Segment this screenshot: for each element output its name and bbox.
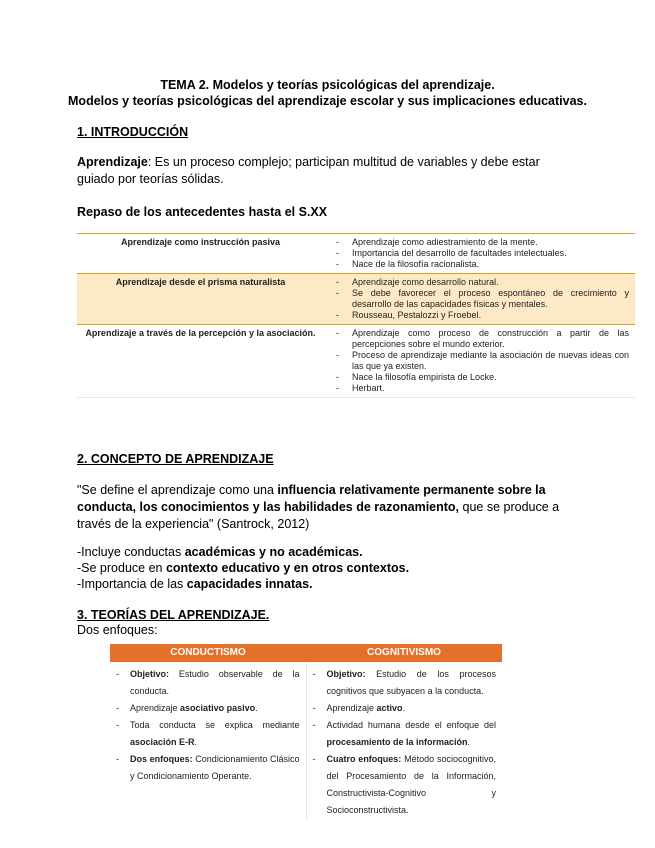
item-text: Estudio de los procesos cognitivos que subyacen a la conducta. [326, 669, 496, 696]
conductismo-item [116, 666, 300, 700]
bullet-2-text: -Se produce en [77, 561, 166, 575]
definition-quote [77, 482, 582, 533]
item-bold: activo [376, 703, 403, 713]
cognitivismo-header: COGNITIVISMO [367, 647, 441, 658]
section3-heading: 3. TEORÍAS DEL APRENDIZAJE. [77, 608, 270, 622]
item-bold: Dos enfoques: [130, 754, 193, 764]
item-bold: asociación E-R [130, 737, 195, 747]
enfoques-header [110, 644, 502, 662]
antecedentes-label: Aprendizaje a través de la percepción y la asociación. [85, 328, 316, 338]
item-text: Método sociocognitivo, del Procesamiento de la Información, Constructivista-Cognitivo y Socioconstructivista. [326, 754, 496, 815]
item-text: Condicionamiento Clásico y Condicionamiento Operante. [130, 754, 300, 781]
antecedentes-subheading: Repaso de los antecedentes hasta el S.XX [77, 205, 328, 219]
conductismo-item [116, 700, 300, 717]
item-text: . [194, 737, 198, 747]
antecedentes-row [77, 234, 635, 274]
definition-text: : Es un proceso complejo; participan multitud de variables y debe estar guiado por teorías sólidas. [77, 155, 540, 186]
item-text: . [402, 703, 406, 713]
item-bold: Cuatro enfoques: [326, 754, 402, 764]
item-prefix: Actividad humana desde el enfoque del [326, 720, 496, 730]
bullet-1-text: -Incluye conductas [77, 545, 185, 559]
antecedentes-item: - Se debe favorecer el proceso espontáneo de crecimiento y desarrollo de las capacidades físicas y mentales. [336, 288, 629, 310]
antecedentes-item: - Rousseau, Pestalozzi y Froebel. [336, 310, 629, 321]
antecedentes-table [77, 233, 635, 398]
item-bold: Objetivo: [326, 669, 366, 679]
item-text: . [255, 703, 258, 713]
section3-intro: Dos enfoques: [77, 623, 158, 637]
section1-heading: 1. INTRODUCCIÓN [77, 125, 189, 139]
cognitivismo-item [313, 717, 497, 751]
antecedentes-row [77, 274, 635, 325]
cognitivismo-column [306, 662, 503, 819]
definition-term: Aprendizaje [77, 155, 148, 169]
antecedentes-label: Aprendizaje desde el prisma naturalista [115, 277, 286, 287]
antecedentes-item: - Herbart. [336, 383, 629, 394]
cognitivismo-item [313, 666, 497, 700]
quote-emphasis: influencia relativamente permanente sobre la conducta, los conocimientos y las habilidades de razonamiento, [77, 483, 546, 514]
conductismo-item [116, 717, 300, 751]
enfoques-table [110, 644, 502, 829]
conductismo-column [110, 662, 306, 819]
antecedentes-item: - Importancia del desarrollo de facultades intelectuales. [336, 248, 629, 259]
doc-title-line2: Modelos y teorías psicológicas del aprendizaje escolar y sus implicaciones educativas. [68, 94, 587, 108]
quote-part-a: "Se define el aprendizaje como una [77, 483, 278, 497]
bullet-3-text: -Importancia de las [77, 577, 187, 591]
item-prefix: Aprendizaje [326, 703, 377, 713]
antecedentes-item: - Proceso de aprendizaje mediante la asociación de nuevas ideas con las que ya existen. [336, 350, 629, 372]
item-bold: asociativo pasivo [180, 703, 256, 713]
antecedentes-items [324, 274, 635, 325]
doc-title-line1: TEMA 2. Modelos y teorías psicológicas del aprendizaje. [160, 78, 495, 92]
bullet-3-bold: capacidades innatas. [186, 577, 313, 591]
bullet-1-bold: académicas y no académicas. [184, 545, 363, 559]
antecedentes-item: - Aprendizaje como proceso de construcción a partir de las percepciones sobre el mundo exterior. [336, 328, 629, 350]
item-prefix: Toda conducta se explica mediante [130, 720, 300, 730]
concept-bullet-3 [77, 576, 313, 593]
concept-bullet-1 [77, 544, 363, 561]
antecedentes-items [324, 325, 635, 398]
section2-heading: 2. CONCEPTO DE APRENDIZAJE [77, 452, 274, 466]
antecedentes-item: - Nace la filosofía empirista de Locke. [336, 372, 629, 383]
antecedentes-item: - Nace de la filosofía racionalista. [336, 259, 629, 270]
item-bold: procesamiento de la información [326, 737, 468, 747]
conductismo-item [116, 751, 300, 785]
item-bold: Objetivo: [130, 669, 170, 679]
bullet-2-bold: contexto educativo y en otros contextos. [165, 561, 410, 575]
cognitivismo-item [313, 700, 497, 717]
quote-part-c: que se produce a través de la experiencia" (Santrock, 2012) [77, 500, 560, 531]
item-text: Estudio observable de la conducta. [130, 669, 300, 696]
antecedentes-item: - Aprendizaje como desarrollo natural. [336, 277, 629, 288]
conductismo-header: CONDUCTISMO [170, 647, 246, 658]
antecedentes-label: Aprendizaje como instrucción pasiva [120, 237, 281, 247]
antecedentes-row [77, 325, 635, 398]
item-text: . [467, 737, 471, 747]
cognitivismo-item [313, 751, 497, 819]
concept-bullet-2 [77, 560, 409, 577]
definition-paragraph [77, 154, 577, 188]
item-prefix: Aprendizaje [130, 703, 181, 713]
antecedentes-items [324, 234, 635, 274]
antecedentes-item: - Aprendizaje como adiestramiento de la mente. [336, 237, 629, 248]
